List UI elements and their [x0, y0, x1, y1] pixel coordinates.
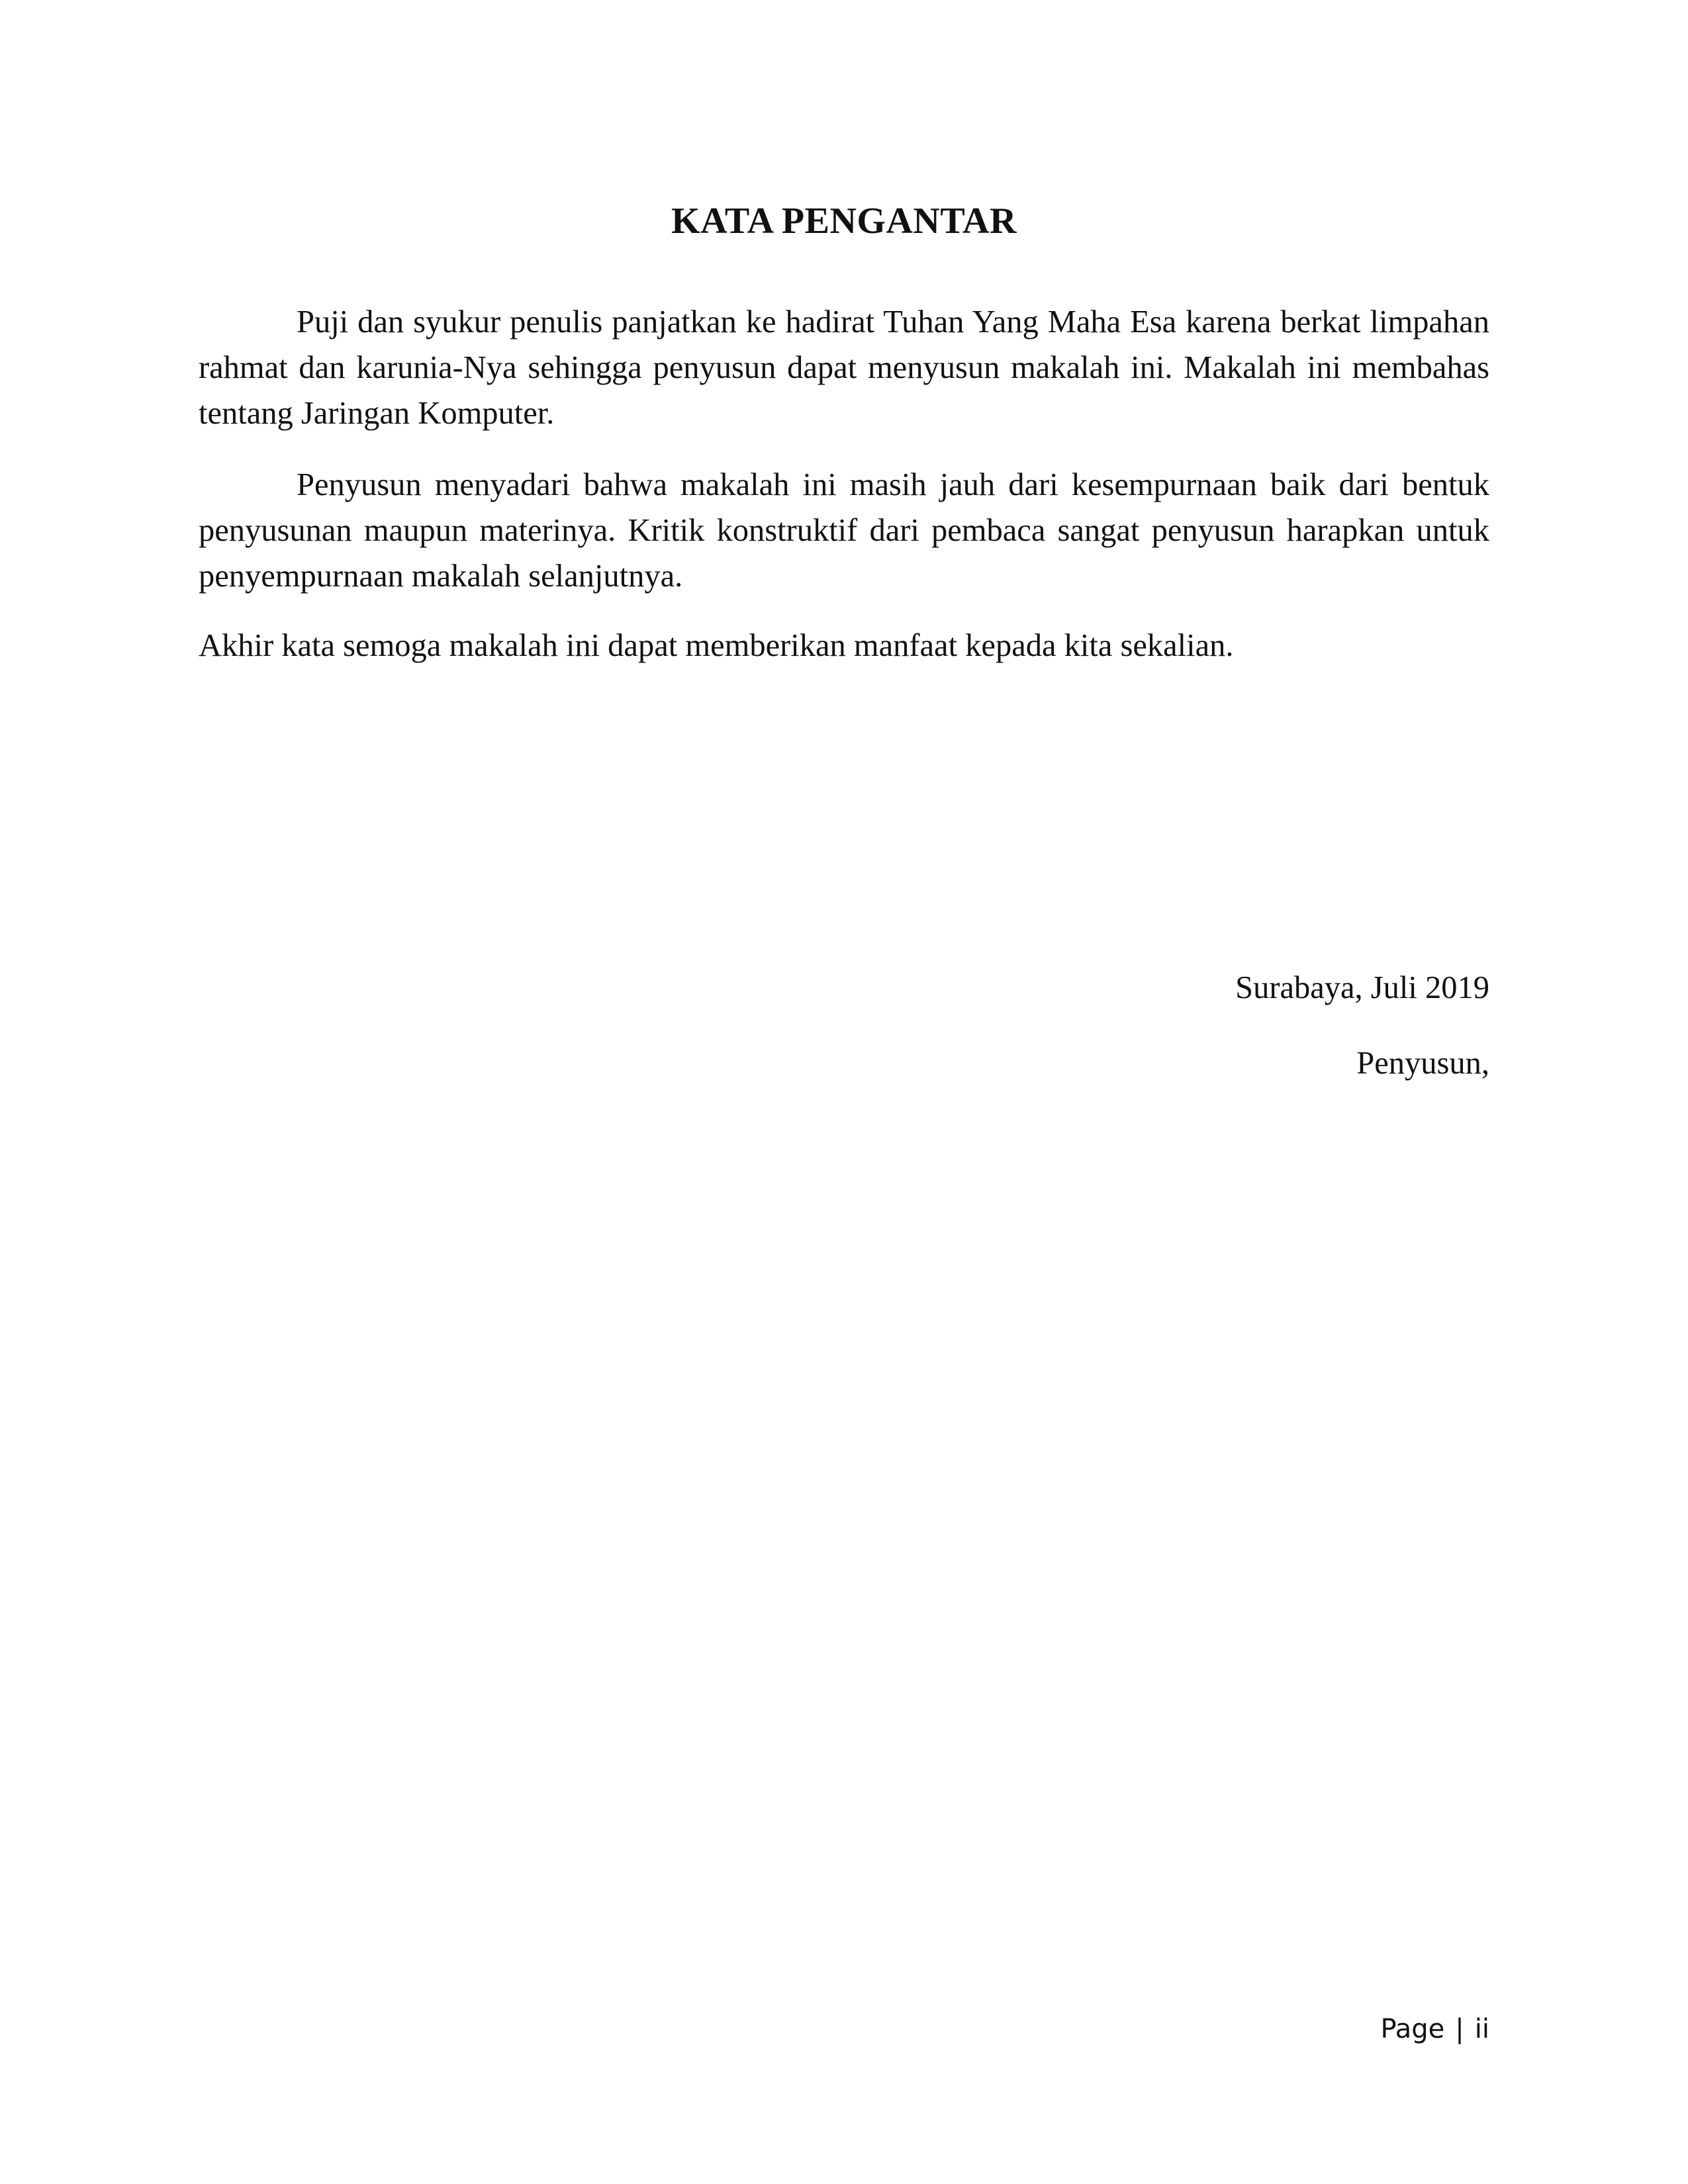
signer: Penyusun,: [1356, 1046, 1489, 1081]
paragraph-closing: Akhir kata semoga makalah ini dapat memberikan manfaat kepada kita sekalian.: [199, 628, 1234, 663]
page-separator: |: [1455, 2014, 1464, 2044]
page-label: Page: [1380, 2014, 1445, 2044]
page-footer: [1380, 2011, 1489, 2048]
page-number: ii: [1474, 2014, 1489, 2044]
paragraph-intro: Puji dan syukur penulis panjatkan ke hadirat Tuhan Yang Maha Esa karena berkat limpahan rahmat dan karunia-Nya sehingga penyusun dapat menyusun makalah ini. Makalah ini membahas tentang Jaringan Komputer.: [199, 304, 1489, 431]
page-title: KATA PENGANTAR: [671, 201, 1017, 242]
place-date: Surabaya, Juli 2019: [1235, 970, 1489, 1005]
paragraph-acknowledgement: Penyusun menyadari bahwa makalah ini masih jauh dari kesempurnaan baik dari bentuk penyusunan maupun materinya. Kritik konstruktif dari pembaca sangat penyusun harapkan untuk penyempurnaan makalah selanjutnya.: [199, 467, 1489, 594]
